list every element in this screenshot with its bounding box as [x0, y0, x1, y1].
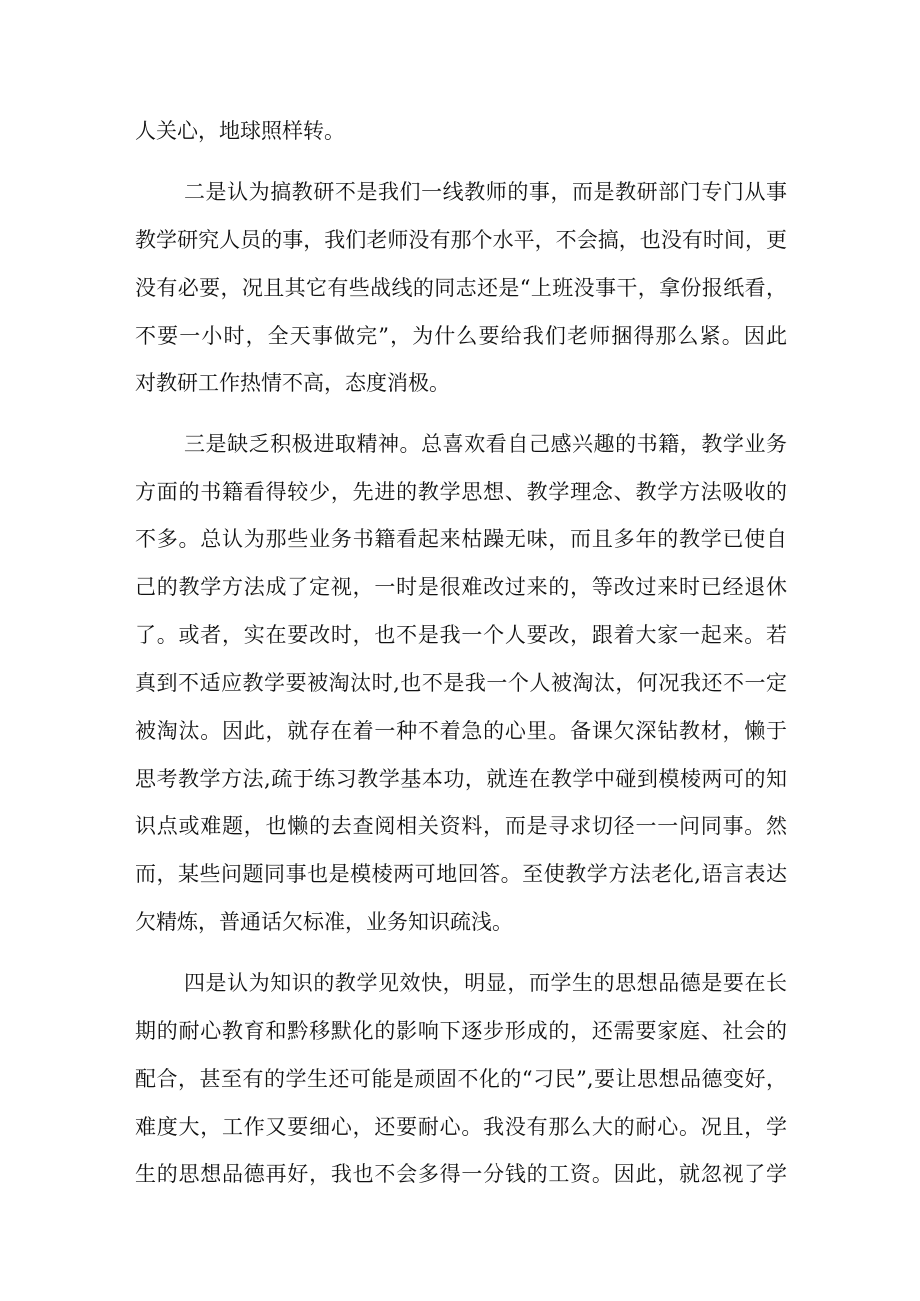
- text-line: 对教研工作热情不高，态度消极。: [135, 371, 450, 395]
- text-line: 配合，甚至有的学生还可能是顽固不化的“刁民”,要让思想品德变好，: [135, 1067, 787, 1091]
- text-line: 二是认为搞教研不是我们一线教师的事，而是教研部门专门从事: [184, 180, 787, 204]
- text-line: 了。或者，实在要改时，也不是我一个人要改，跟着大家一起来。若: [135, 623, 787, 647]
- text-line: 教学研究人员的事，我们老师没有那个水平，不会搞，也没有时间，更: [135, 228, 787, 252]
- text-line: 四是认为知识的教学见效快，明显，而学生的思想品德是要在长: [184, 971, 787, 995]
- text-line: 三是缺乏积极进取精神。总喜欢看自己感兴趣的书籍，教学业务: [184, 432, 787, 456]
- text-line: 期的耐心教育和黔移默化的影响下逐步形成的，还需要家庭、社会的: [135, 1019, 787, 1043]
- text-line: 思考教学方法,疏于练习教学基本功，就连在教学中碰到模棱两可的知: [135, 767, 787, 791]
- text-line: 真到不适应教学要被淘汰时,也不是我一个人被淘汰，何况我还不一定: [135, 671, 787, 695]
- text-line: 人关心，地球照样转。: [135, 119, 345, 143]
- text-line: 没有必要，况且其它有些战线的同志还是“上班没事干，拿份报纸看，: [135, 276, 787, 300]
- text-line: 难度大，工作又要细心，还要耐心。我没有那么大的耐心。况且，学: [135, 1115, 787, 1139]
- text-line: 生的思想品德再好，我也不会多得一分钱的工资。因此，就忽视了学: [135, 1162, 787, 1186]
- text-line: 被淘汰。因此，就存在着一种不着急的心里。备课欠深钻教材，懒于: [135, 719, 787, 743]
- text-line: 己的教学方法成了定视，一时是很难改过来的，等改过来时已经退休: [135, 575, 787, 599]
- text-line: 方面的书籍看得较少，先进的教学思想、教学理念、教学方法吸收的: [135, 480, 787, 504]
- text-line: 不多。总认为那些业务书籍看起来枯躁无味，而且多年的教学已使自: [135, 527, 787, 551]
- text-line: 而，某些问题同事也是模棱两可地回答。至使教学方法老化,语言表达: [135, 862, 787, 886]
- text-line: 欠精炼，普通话欠标准，业务知识疏浅。: [135, 910, 513, 934]
- text-line: 不要一小时，全天事做完”，为什么要给我们老师捆得那么紧。因此: [135, 324, 787, 348]
- text-line: 识点或难题，也懒的去查阅相关资料，而是寻求切径一一问同事。然: [135, 814, 787, 838]
